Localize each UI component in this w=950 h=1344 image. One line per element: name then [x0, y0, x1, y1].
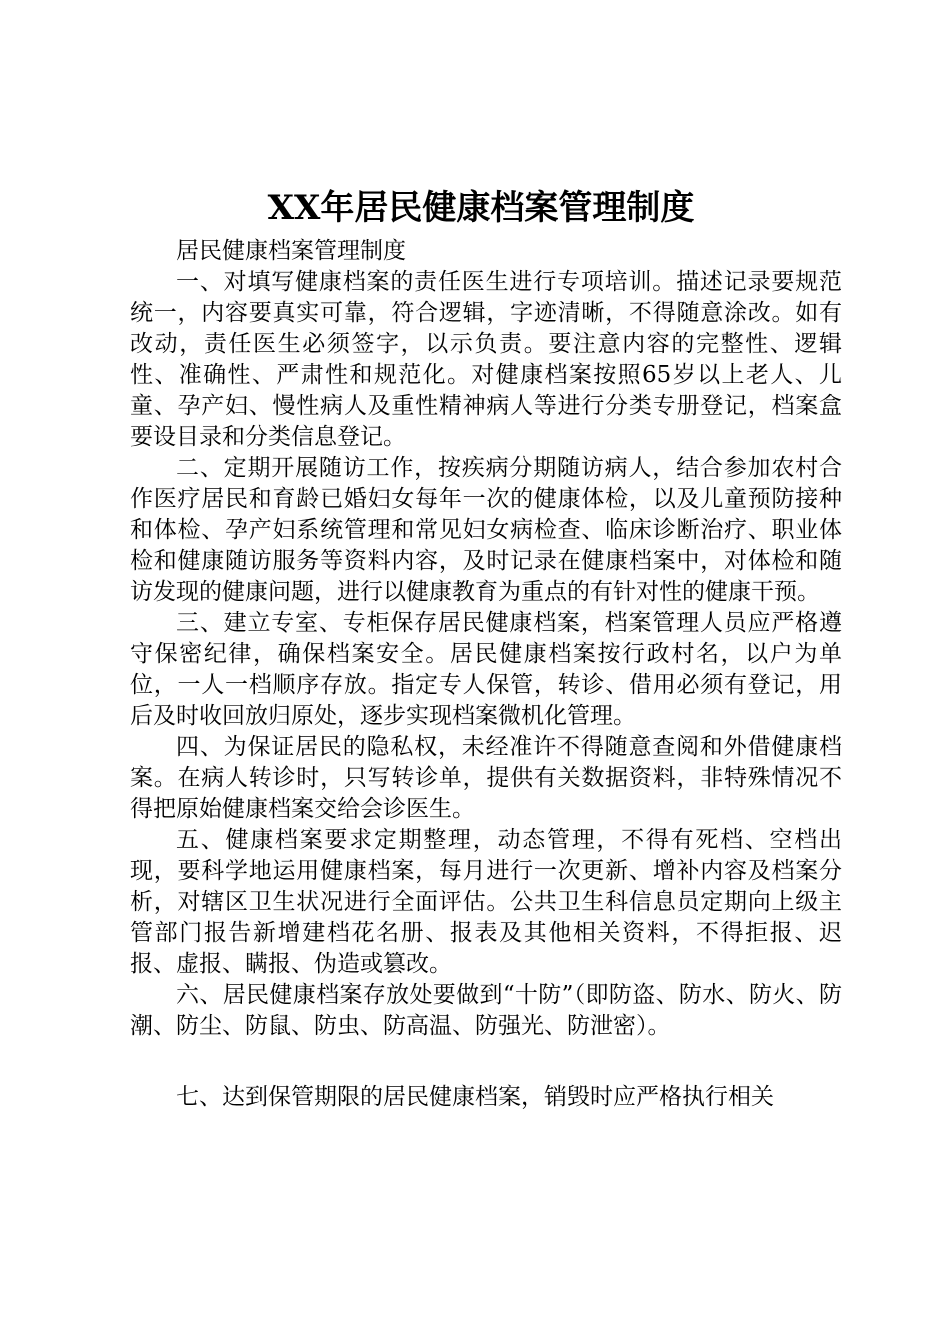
- paragraph-gap: [130, 1042, 842, 1082]
- document-title: XX年居民健康档案管理制度: [267, 188, 695, 228]
- paragraph-2: 二、定期开展随访工作，按疾病分期随访病人，结合参加农村合作医疗居民和育龄已婚妇女每年一次的健康体检，以及儿童预防接种和体检、孕产妇系统管理和常见妇女病检查、临床诊断治疗、职业体检和健康随访服务等资料内容，及时记录在健康档案中，对体检和随访发现的健康问题，进行以健康教育为重点的有针对性的健康干预。: [130, 455, 842, 605]
- paragraph-1: 一、对填写健康档案的责任医生进行专项培训。描述记录要规范统一，内容要真实可靠，符合逻辑，字迹清晰，不得随意涂改。如有改动，责任医生必须签字，以示负责。要注意内容的完整性、逻辑性、准确性、严肃性和规范化。对健康档案按照65岁以上老人、儿童、孕产妇、慢性病人及重性精神病人等进行分类专册登记，档案盒要设目录和分类信息登记。: [130, 269, 842, 450]
- paragraph-7: 七、达到保管期限的居民健康档案，销毁时应严格执行相关: [176, 1084, 774, 1110]
- paragraph-5: 五、健康档案要求定期整理，动态管理，不得有死档、空档出现，要科学地运用健康档案，每月进行一次更新、增补内容及档案分析，对辖区卫生状况进行全面评估。公共卫生科信息员定期向上级主管部门报告新增建档花名册、报表及其他相关资料，不得拒报、迟报、虚报、瞒报、伪造或篡改。: [130, 827, 842, 977]
- document-page: [130, 180, 842, 1113]
- paragraph-6: 六、居民健康档案存放处要做到“十防”（即防盗、防水、防火、防潮、防尘、防鼠、防虫、防高温、防强光、防泄密）。: [130, 982, 842, 1039]
- document-subtitle: 居民健康档案管理制度: [176, 238, 406, 264]
- paragraph-4: 四、为保证居民的隐私权，未经准许不得随意查阅和外借健康档案。在病人转诊时，只写转诊单，提供有关数据资料，非特殊情况不得把原始健康档案交给会诊医生。: [130, 734, 842, 822]
- paragraph-3: 三、建立专室、专柜保存居民健康档案，档案管理人员应严格遵守保密纪律，确保档案安全。居民健康档案按行政村名，以户为单位，一人一档顺序存放。指定专人保管，转诊、借用必须有登记，用后及时收回放归原处，逐步实现档案微机化管理。: [130, 610, 842, 729]
